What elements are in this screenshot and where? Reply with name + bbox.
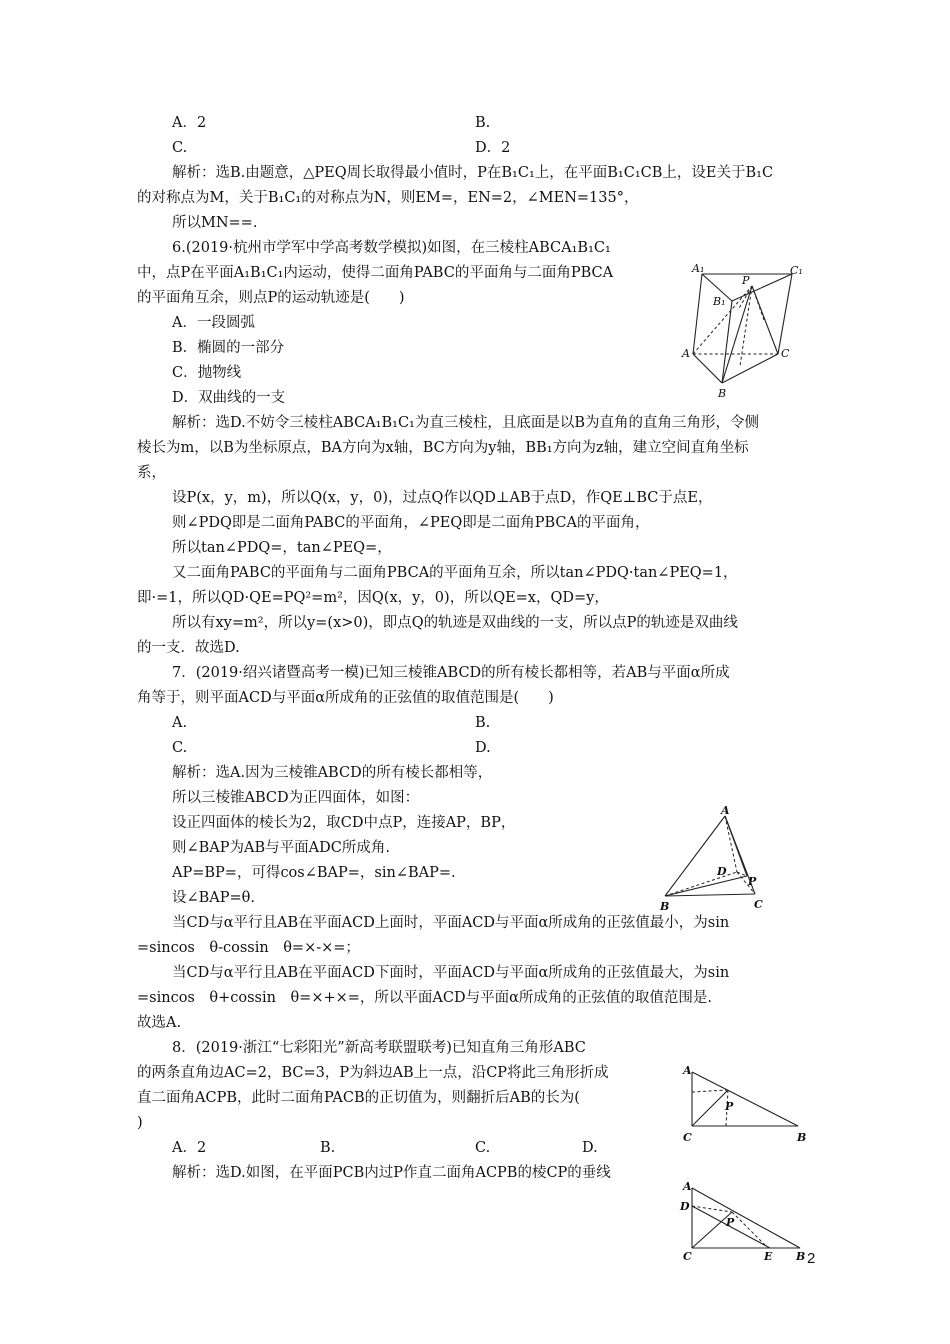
text-line: 设∠BAP=θ.: [172, 890, 256, 906]
text-line: D.: [582, 1140, 598, 1156]
text-line: A．一段圆弧: [172, 315, 255, 331]
page-number: 2: [807, 1250, 816, 1267]
text-line: 则∠BAP为AB与平面ADC所成角.: [172, 840, 390, 856]
text-line: 角等于，则平面ACD与平面α所成角的正弦值的取值范围是( ): [137, 690, 554, 706]
label-B: B: [718, 387, 727, 400]
label-A: A: [682, 347, 690, 360]
label-B: B: [797, 1131, 807, 1144]
text-line: =sincos θ-cossin θ=×-×=；: [137, 940, 360, 956]
tetrahedron-figure: [655, 804, 780, 914]
label-D: D: [717, 865, 727, 878]
text-line: ): [137, 1115, 143, 1131]
label-P: P: [742, 274, 750, 287]
text-line: A．2: [172, 1140, 207, 1156]
text-line: 棱长为m，以B为坐标原点，BA方向为x轴，BC方向为y轴，BB₁方向为z轴，建立空间直角坐标: [137, 440, 749, 456]
label-C: C: [683, 1131, 692, 1144]
text-line: 所以tan∠PDQ=，tan∠PEQ=，: [172, 540, 392, 556]
triangle-figure-2: [678, 1178, 818, 1263]
text-line: 当CD与α平行且AB在平面ACD上面时，平面ACD与平面α所成角的正弦值最小，为sin: [172, 915, 730, 931]
triangle-figure-1: [678, 1060, 818, 1145]
text-line: 解析：选D.如图，在平面PCB内过P作直二面角ACPB的棱CP的垂线: [172, 1165, 611, 1181]
text-line: 6.(2019·杭州市学军中学高考数学模拟)如图，在三棱柱ABCA₁B₁C₁: [172, 240, 611, 256]
text-line: B.: [475, 115, 491, 131]
text-line: B.: [475, 715, 491, 731]
label-A: A: [721, 804, 730, 817]
label-C: C: [781, 347, 790, 360]
label-E: E: [764, 1250, 773, 1263]
text-line: D.: [475, 740, 491, 756]
text-line: 所以三棱锥ABCD为正四面体，如图：: [172, 790, 420, 806]
text-line: C.: [172, 740, 188, 756]
text-line: 7．(2019·绍兴诸暨高考一模)已知三棱锥ABCD的所有棱长都相等，若AB与平面α所成: [172, 665, 730, 681]
text-line: 直二面角ACPB，此时二面角PACB的正切值为，则翻折后AB的长为(: [137, 1090, 580, 1106]
text-line: A.: [172, 715, 188, 731]
text-line: 系，: [137, 465, 166, 481]
label-C1: C₁: [790, 264, 803, 277]
text-line: 的一支．故选D.: [137, 640, 240, 656]
text-line: C.: [172, 140, 188, 156]
label-B: B: [796, 1250, 806, 1263]
text-line: 解析：选B.由题意，△PEQ周长取得最小值时，P在B₁C₁上，在平面B₁C₁CB上，设E关于B₁C: [172, 165, 774, 181]
label-P: P: [748, 875, 757, 888]
label-P: P: [725, 1100, 734, 1113]
text-line: 则∠PDQ即是二面角PABC的平面角，∠PEQ即是二面角PBCA的平面角，: [172, 515, 650, 531]
text-line: C.: [475, 1140, 491, 1156]
label-A1: A₁: [692, 262, 705, 275]
text-line: 8．(2019·浙江“七彩阳光”新高考联盟联考)已知直角三角形ABC: [172, 1040, 586, 1056]
text-line: 中，点P在平面A₁B₁C₁内运动，使得二面角PABC的平面角与二面角PBCA: [137, 265, 614, 281]
text-line: 的两条直角边AC=2，BC=3，P为斜边AB上一点，沿CP将此三角形折成: [137, 1065, 609, 1081]
text-line: 所以有xy=m²，所以y=(x>0)，即点Q的轨迹是双曲线的一支，所以点P的轨迹是双曲线: [172, 615, 738, 631]
label-B: B: [660, 900, 670, 913]
label-C: C: [754, 898, 763, 911]
text-line: A．2: [172, 115, 207, 131]
label-B1: B₁: [713, 295, 726, 308]
text-line: B.: [320, 1140, 336, 1156]
text-line: 解析：选D.不妨令三棱柱ABCA₁B₁C₁为直三棱柱，且底面是以B为直角的直角三角形，令侧: [172, 415, 760, 431]
text-line: 解析：选A.因为三棱锥ABCD的所有棱长都相等，: [172, 765, 493, 781]
text-line: B．椭圆的一部分: [172, 340, 285, 356]
text-line: =sincos θ+cossin θ=×+×=，所以平面ACD与平面α所成角的正弦值的取值范围是.: [137, 990, 713, 1006]
text-line: 的平面角互余，则点P的运动轨迹是( ): [137, 290, 405, 306]
text-line: 当CD与α平行且AB在平面ACD下面时，平面ACD与平面α所成角的正弦值最大，为sin: [172, 965, 730, 981]
text-line: 又二面角PABC的平面角与二面角PBCA的平面角互余，所以tan∠PDQ·tan∠PEQ=1，: [172, 565, 738, 581]
text-line: D．双曲线的一支: [172, 390, 286, 406]
label-C: C: [683, 1250, 692, 1263]
text-line: 故选A.: [137, 1015, 182, 1031]
label-P: P: [726, 1216, 735, 1229]
text-line: 设正四面体的棱长为2，取CD中点P，连接AP，BP，: [172, 815, 516, 831]
prism-figure: [680, 258, 810, 403]
text-line: 设P(x，y，m)，所以Q(x，y，0)，过点Q作以QD⊥AB于点D，作QE⊥BC于点E，: [172, 490, 713, 506]
label-A: A: [683, 1180, 692, 1193]
text-line: 即·=1，所以QD·QE=PQ²=m²，因Q(x，y，0)，所以QE=x，QD=y，: [137, 590, 609, 606]
text-line: AP=BP=，可得cos∠BAP=，sin∠BAP=.: [172, 865, 456, 881]
label-A: A: [683, 1064, 692, 1077]
text-line: C．抛物线: [172, 365, 242, 381]
label-D: D: [680, 1200, 690, 1213]
text-line: 所以MN==.: [172, 215, 258, 231]
text-line: 的对称点为M，关于B₁C₁的对称点为N，则EM=，EN=2，∠MEN=135°，: [137, 190, 639, 206]
text-line: D．2: [475, 140, 511, 156]
